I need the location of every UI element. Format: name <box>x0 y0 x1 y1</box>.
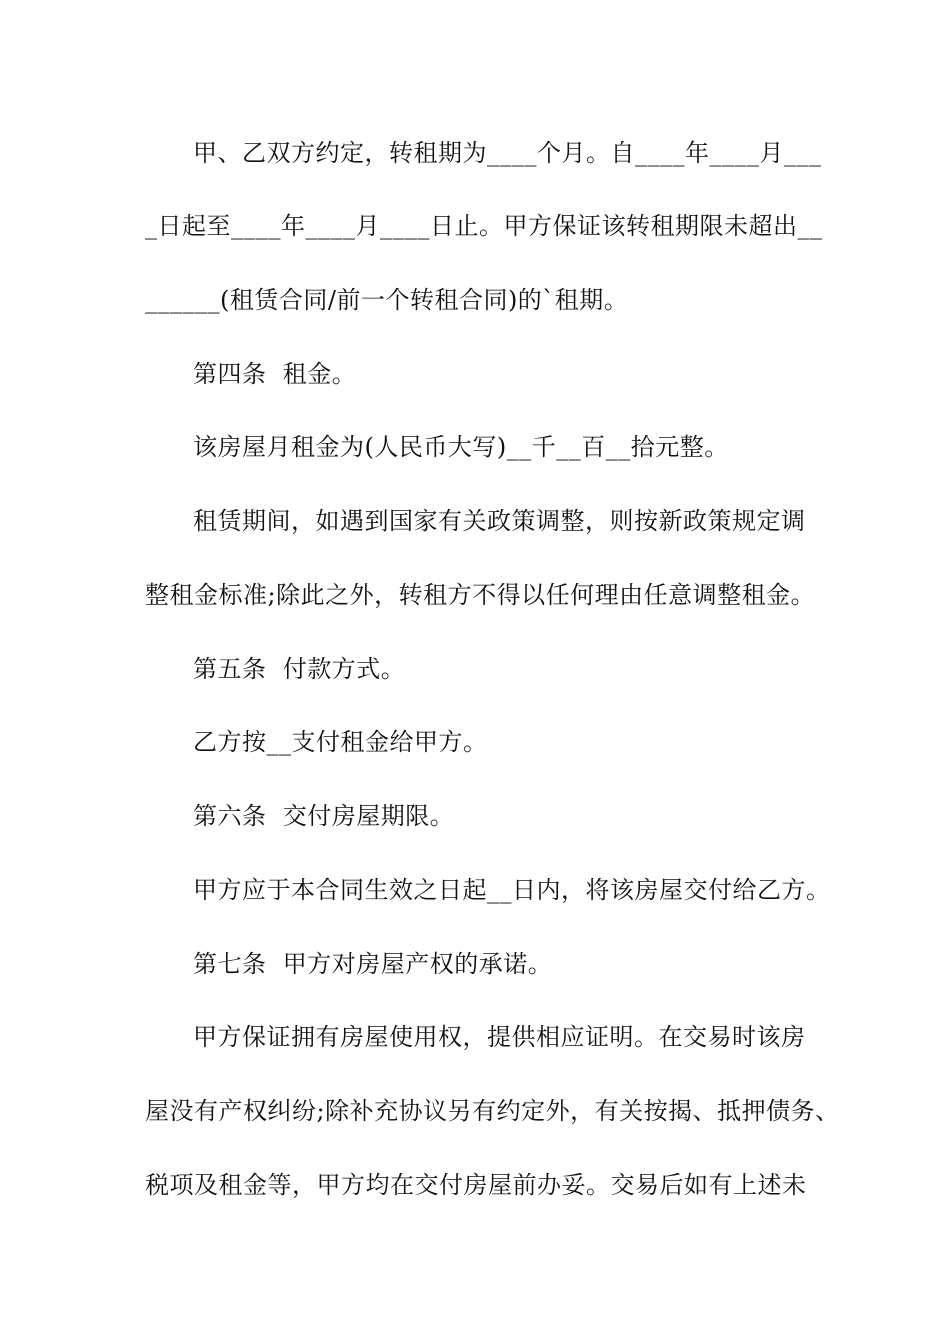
rent-adjustment-line-1: 租赁期间，如遇到国家有关政策调整，则按新政策规定调 <box>193 507 806 535</box>
sublease-term-line-1: 甲、乙双方约定，转租期为____个月。自____年____月___ <box>193 139 822 167</box>
article-6-heading: 第六条 交付房屋期限。 <box>193 802 455 830</box>
payment-method-line: 乙方按__支付租金给甲方。 <box>193 728 488 756</box>
property-right-line-2: 屋没有产权纠纷;除补充协议另有约定外，有关按揭、抵押债务、 <box>145 1097 840 1125</box>
property-right-line-1: 甲方保证拥有房屋使用权，提供相应证明。在交易时该房 <box>193 1023 806 1051</box>
sublease-term-line-2: _日起至____年____月____日止。甲方保证该转租期限未超出__ <box>145 212 823 240</box>
monthly-rent-line: 该房屋月租金为(人民币大写)__千__百__拾元整。 <box>193 433 729 461</box>
delivery-deadline-line: 甲方应于本合同生效之日起__日内，将该房屋交付给乙方。 <box>193 876 831 904</box>
rent-adjustment-line-2: 整租金标准;除此之外，转租方不得以任何理由任意调整租金。 <box>145 581 816 609</box>
sublease-term-line-3: ______(租赁合同/前一个转租合同)的`租期。 <box>145 286 629 314</box>
article-5-heading: 第五条 付款方式。 <box>193 655 406 683</box>
article-4-heading: 第四条 租金。 <box>193 360 357 388</box>
property-right-line-3: 税项及租金等，甲方均在交付房屋前办妥。交易后如有上述未 <box>145 1171 807 1199</box>
article-7-heading: 第七条 甲方对房屋产权的承诺。 <box>193 950 553 978</box>
